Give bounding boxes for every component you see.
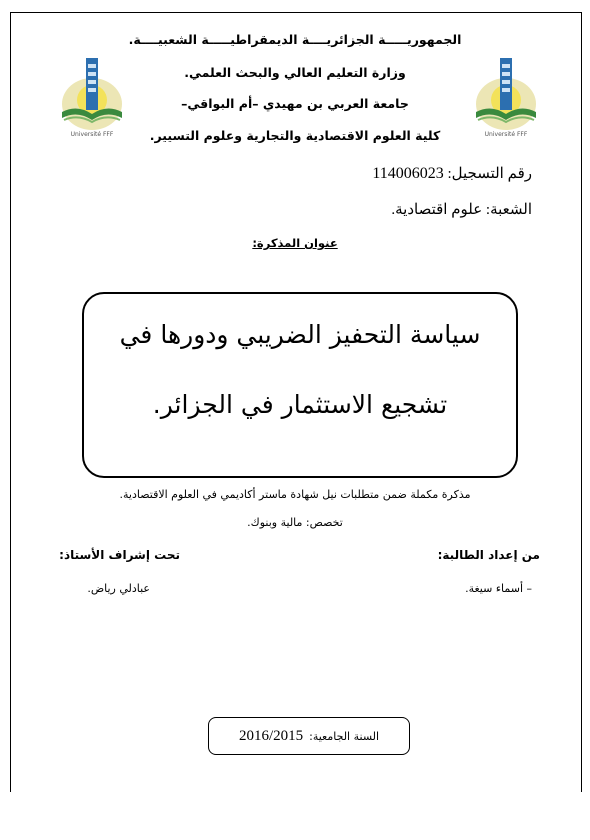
memo-title-box xyxy=(82,292,518,478)
country-name: الجمهوريـــــة الجزائريــــة الديمقراطيـــــة الشعبيــــة. xyxy=(128,32,462,47)
svg-text:Université FFF: Université FFF xyxy=(484,131,528,138)
memo-title-line-2: تشجيع الاستثمار في الجزائر. xyxy=(152,390,448,419)
academic-year-box xyxy=(208,717,410,755)
student-heading: من إعداد الطالبة: xyxy=(437,548,540,562)
university-logo-right xyxy=(466,52,546,142)
student-name: – أسماء سيغة. xyxy=(465,582,532,595)
branch-value: علوم اقتصادية. xyxy=(391,202,483,218)
memo-title-line-1: سياسة التحفيز الضريبي ودورها في xyxy=(119,320,481,349)
branch-label: الشعبة: xyxy=(485,202,532,218)
memo-description: مذكرة مكملة ضمن متطلبات نيل شهادة ماستر أكاديمي في العلوم الاقتصادية. xyxy=(119,488,471,501)
supervisor-name: عبادلي رياض. xyxy=(87,582,150,595)
registration-number: 114006023 xyxy=(372,165,444,182)
memo-title-label: عنوان المذكرة: xyxy=(252,236,338,250)
svg-text:Université FFF: Université FFF xyxy=(70,131,114,138)
academic-year-value: 2016/2015 xyxy=(238,727,304,744)
ministry-name: وزارة التعليم العالي والبحث العلمي. xyxy=(184,65,406,80)
university-name: جامعة العربي بن مهيدي –أم البواقي– xyxy=(181,96,409,111)
supervisor-heading: تحت إشراف الأستاذ: xyxy=(59,548,180,562)
academic-year-label: السنة الجامعية: xyxy=(309,729,380,743)
registration-label: رقم التسجيل: xyxy=(447,166,532,182)
university-logo-left xyxy=(52,52,132,142)
registration-row xyxy=(372,164,532,183)
faculty-name: كلية العلوم الاقتصادية والتجارية وعلوم التسيير. xyxy=(149,128,441,143)
specialty: تخصص: مالية وبنوك. xyxy=(247,516,343,529)
branch-row xyxy=(391,200,532,219)
